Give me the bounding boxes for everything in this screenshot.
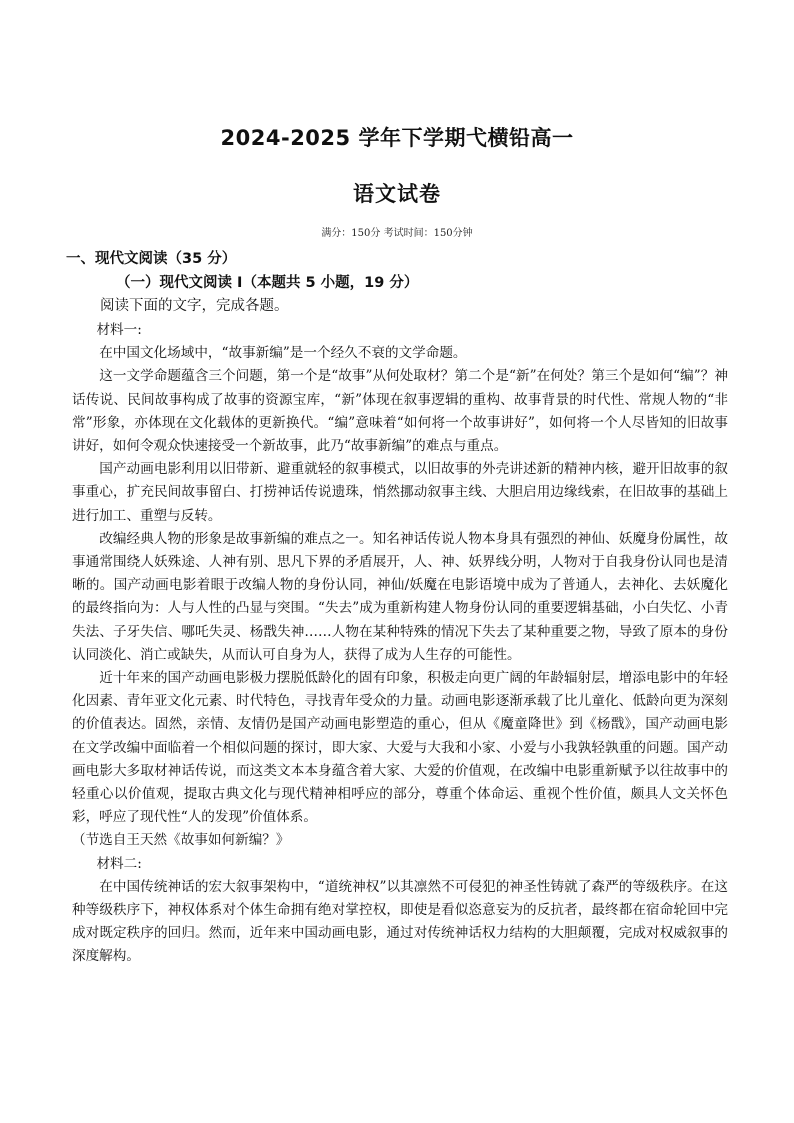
- subsection-heading: （一）现代文阅读 I（本题共 5 小题，19 分）: [116, 275, 419, 291]
- reading-text: [72, 319, 728, 969]
- exam-title: 2024-2025 学年下学期弋横铅高一: [220, 126, 574, 150]
- material1-paragraph: 这一文学命题蕴含三个问题，第一个是“故事”从何处取材？第二个是“新”在何处？第三个是如何“编”？神话传说、民间故事构成了故事的资源宝库，“新”体现在叙事逻辑的重构、故事背景的时代性、常规人物的“非常”形象，亦体现在文化载体的更新换代。“编”意味着“如何将一个故事讲好”，如何将一个人尽皆知的旧故事讲好，如何令观众快速接受一个新故事，此乃“故事新编”的难点与重点。: [72, 368, 728, 455]
- material2-paragraph: 在中国传统神话的宏大叙事架构中，“道统神权”以其凛然不可侵犯的神圣性铸就了森严的等级秩序。在这种等级秩序下，神权体系对个体生命拥有绝对掌控权，即使是看似恣意妄为的反抗者，最终都在宿命轮回中完成对既定秩序的回归。然而，近年来中国动画电影，通过对传统神话权力结构的大胆颠覆，完成对权威叙事的深度解构。: [72, 878, 728, 965]
- material1-paragraph: 国产动画电影利用以旧带新、避重就轻的叙事模式，以旧故事的外壳讲述新的精神内核，避开旧故事的叙事重心，扩充民间故事留白、打捞神话传说遗珠，悄然挪动叙事主线、大胆启用边缘线索，在旧故事的基础上进行加工、重塑与反转。: [72, 461, 728, 524]
- material1-label: 材料一:: [96, 322, 142, 338]
- section-heading: 一、现代文阅读（35 分）: [66, 251, 237, 267]
- material1-paragraph: 近十年来的国产动画电影极力摆脱低龄化的固有印象，积极走向更广阔的年龄辐射层，增添电影中的年轻化因素、青年亚文化元素、时代特色，寻找青年受众的力量。动画电影逐渐承载了比儿童化、低龄向更为深刻的价值表达。固然，亲情、友情仍是国产动画电影塑造的重心，但从《魔童降世》到《杨戬》，国产动画电影在文学改编中面临着一个相似问题的探讨，即大家、大爱与大我和小家、小爱与小我孰轻孰重的问题。国产动画电影大多取材神话传说，而这类文本本身蕴含着大家、大爱的价值观，在改编中电影重新赋予以往故事中的轻重心以价值观，提取古典文化与现代精神相呼应的部分，尊重个体命运、重视个性价值，颇具人文关怀色彩，呼应了现代性“人的发现”价值体系。: [72, 670, 728, 826]
- material1-paragraph: 改编经典人物的形象是故事新编的难点之一。知名神话传说人物本身具有强烈的神仙、妖魔身份属性，故事通常围绕人妖殊途、人神有别、思凡下界的矛盾展开，人、神、妖界线分明，人物对于自我身份认同也是清晰的。国产动画电影着眼于改编人物的身份认同，神仙/妖魔在电影语境中成为了普通人，去神化、去妖魔化的最终指向为：人与人性的凸显与突围。“失去”成为重新构建人物身份认同的重要逻辑基础，小白失忆、小青失法、子牙失信、哪吒失灵、杨戬失神……人物在某种特殊的情况下失去了某种重要之物，导致了原本的身份认同淡化、消亡或缺失，从而认可自身为人，获得了成为人生存的可能性。: [72, 530, 728, 663]
- material1-paragraph: 在中国文化场域中，“故事新编”是一个经久不衰的文学命题。: [99, 345, 467, 362]
- reading-instruction: 阅读下面的文字，完成各题。: [100, 298, 289, 314]
- exam-subject: 语文试卷: [353, 182, 441, 206]
- material1-source: （节选自王天然《故事如何新编？》: [72, 832, 290, 849]
- material2-label: 材料二:: [96, 855, 142, 872]
- exam-meta: 满分：150分 考试时间：150分钟: [321, 228, 473, 239]
